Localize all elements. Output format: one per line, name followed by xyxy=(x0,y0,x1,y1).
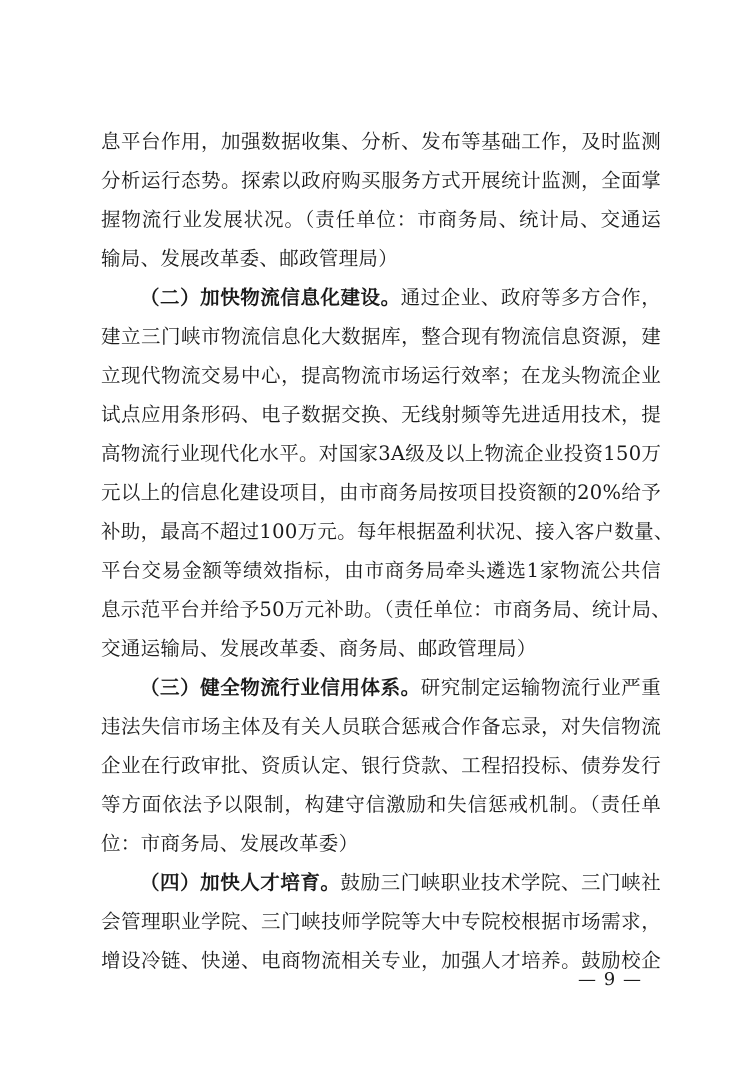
body-line: 交通运输局、发展改革委、商务局、邮政管理局） xyxy=(101,637,537,660)
body-line: 输局、发展改革委、邮政管理局） xyxy=(101,247,399,270)
body-line: 握物流行业发展状况。（责任单位：市商务局、统计局、交通运 xyxy=(101,208,661,231)
body-line: 高物流行业现代化水平。对国家3A级及以上物流企业投资150万 xyxy=(101,442,662,465)
section-heading: （三）健全物流行业信用体系。 xyxy=(140,676,421,699)
section-heading: （二）加快物流信息化建设。 xyxy=(140,286,401,309)
body-line: 等方面依法予以限制，构建守信激励和失信惩戒机制。（责任单 xyxy=(101,793,661,816)
section-first-line xyxy=(140,676,661,700)
section-first-line xyxy=(140,871,661,895)
body-line: 平台交易金额等绩效指标，由市商务局牵头遴选1家物流公共信 xyxy=(101,559,661,582)
section-text: 鼓励三门峡职业技术学院、三门峡社 xyxy=(340,871,661,894)
body-line: 息平台作用，加强数据收集、分析、发布等基础工作，及时监测 xyxy=(101,130,661,153)
section-text: 研究制定运输物流行业严重 xyxy=(420,676,661,699)
body-line: 增设冷链、快递、电商物流相关专业，加强人才培养。鼓励校企 xyxy=(101,949,661,972)
body-line: 息示范平台并给予50万元补助。（责任单位：市商务局、统计局、 xyxy=(101,598,672,621)
body-line: 会管理职业学院、三门峡技师学院等大中专院校根据市场需求， xyxy=(101,910,661,933)
section-heading: （四）加快人才培育。 xyxy=(140,871,341,894)
page-number: — 9 — xyxy=(578,969,642,990)
section-first-line xyxy=(140,286,661,310)
body-line: 违法失信市场主体及有关人员联合惩戒合作备忘录，对失信物流 xyxy=(101,715,661,738)
body-line: 立现代物流交易中心，提高物流市场运行效率；在龙头物流企业 xyxy=(101,364,661,387)
body-line: 补助，最高不超过100万元。每年根据盈利状况、接入客户数量、 xyxy=(101,520,674,543)
body-line: 试点应用条形码、电子数据交换、无线射频等先进适用技术，提 xyxy=(101,403,661,426)
body-line: 建立三门峡市物流信息化大数据库，整合现有物流信息资源，建 xyxy=(101,325,661,348)
body-line: 分析运行态势。探索以政府购买服务方式开展统计监测，全面掌 xyxy=(101,169,661,192)
section-text: 通过企业、政府等多方合作， xyxy=(400,286,661,309)
body-line: 位：市商务局、发展改革委） xyxy=(101,832,359,855)
body-line: 企业在行政审批、资质认定、银行贷款、工程招投标、债券发行 xyxy=(101,754,661,777)
body-line: 元以上的信息化建设项目，由市商务局按项目投资额的20%给予 xyxy=(101,481,661,504)
